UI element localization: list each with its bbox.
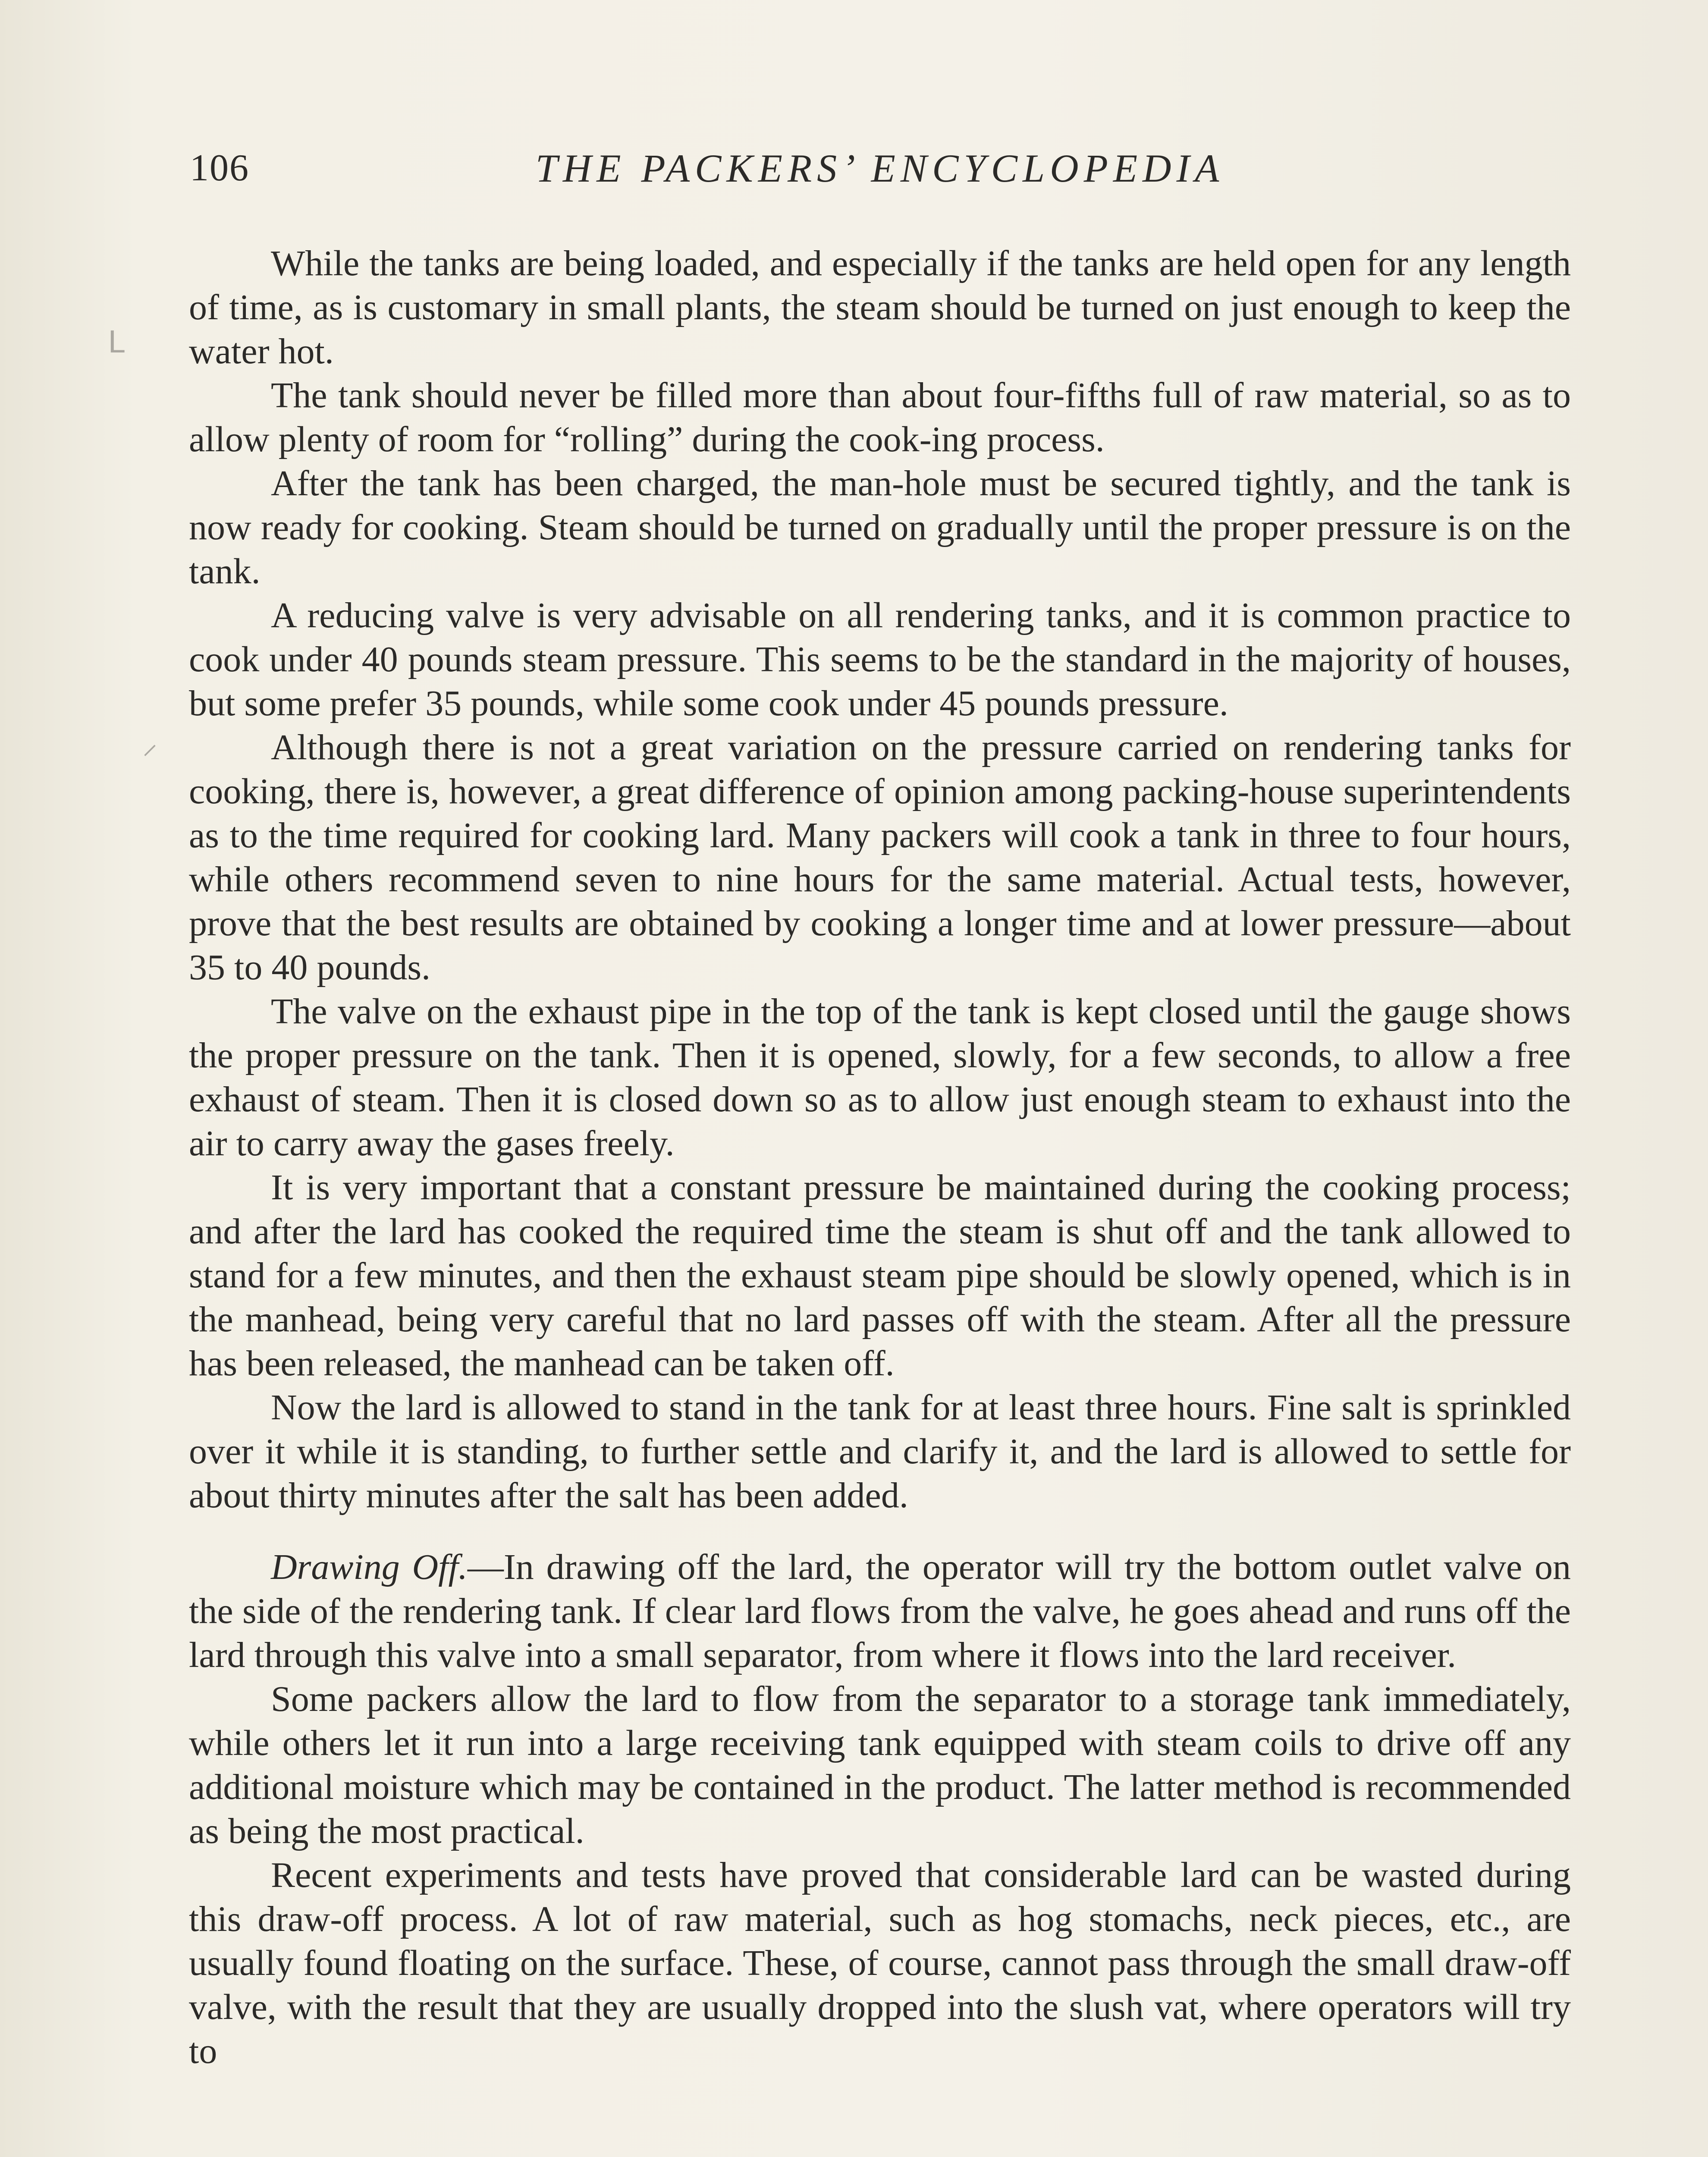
margin-pencil-mark: ᒪ xyxy=(108,326,125,359)
paragraph: It is very important that a constant pressure be maintained during the cooking process; and after the lard has cooked the required time the steam is shut off and the tank allowed to stand for a few minutes, and then the exhaust steam pipe should be slowly opened, which is in the manhead, being very careful that no lard passes off with the steam. After all the pressure has been released, the manhead can be taken off. xyxy=(189,1167,1571,1383)
running-title: THE PACKERS’ ENCYCLOPEDIA xyxy=(535,146,1224,190)
body-text xyxy=(189,242,1571,2073)
paragraph: The valve on the exhaust pipe in the top of the tank is kept closed until the gauge shows the proper pressure on the tank. Then it is opened, slowly, for a few seconds, to allow a free exhaust of steam. Then it is closed down so as to allow just enough steam to exhaust into the air to carry away the gases freely. xyxy=(189,991,1571,1163)
paragraph: Now the lard is allowed to stand in the tank for at least three hours. Fine salt is sprinkled over it while it is standing, to further settle and clarify it, and the lard is allowed to settle for about thirty minutes after the salt has been added. xyxy=(189,1387,1571,1516)
paragraph: Some packers allow the lard to flow from the separator to a storage tank immediately, while others let it run into a large receiving tank equipped with steam coils to drive off any additional moisture which may be contained in the product. The latter method is recommended as being the most practical. xyxy=(189,1679,1571,1851)
margin-pencil-mark: ⸝ xyxy=(142,727,157,761)
section-heading: Drawing Off. xyxy=(271,1547,468,1587)
paragraph: A reducing valve is very advisable on all rendering tanks, and it is common practice to cook under 40 pounds steam pressure. This seems to be the standard in the majority of houses, but some prefer 35 pounds, while some cook under 45 pounds pressure. xyxy=(189,595,1571,723)
paragraph: Although there is not a great variation on the pressure carried on rendering tanks for cooking, there is, however, a great difference of opinion among packing-house superintendents as to the time required for cooking lard. Many packers will cook a tank in three to four hours, while others recommend seven to nine hours for the same material. Actual tests, however, prove that the best results are obtained by cooking a longer time and at lower pressure—about 35 to 40 pounds. xyxy=(189,727,1571,987)
section-first-text: —In drawing off the lard, the operator will try the bottom outlet valve on the side of the rendering tank. If clear lard flows from the valve, he goes ahead and runs off the lard through this valve into a small separator, from where it flows into the lard receiver. xyxy=(189,1547,1571,1675)
paragraph: Recent experiments and tests have proved that considerable lard can be wasted during this draw-off process. A lot of raw material, such as hog stomachs, neck pieces, etc., are usually found floating on the surface. These, of course, cannot pass through the small draw-off valve, with the result that they are usually dropped into the slush vat, where operators will try to xyxy=(189,1855,1571,2071)
paragraph: The tank should never be filled more than about four-fifths full of raw material, so as to allow plenty of room for “rolling” during the cook-ing process. xyxy=(189,375,1571,459)
page-header xyxy=(190,142,1570,194)
paragraph: After the tank has been charged, the man-hole must be secured tightly, and the tank is now ready for cooking. Steam should be turned on gradually until the proper pressure is on the tank. xyxy=(189,463,1571,591)
section-paragraph xyxy=(189,1545,1571,1677)
paragraph: While the tanks are being loaded, and especially if the tanks are held open for any length of time, as is customary in small plants, the steam should be turned on just enough to keep the water hot. xyxy=(189,243,1571,371)
page-number: 106 xyxy=(190,147,249,189)
